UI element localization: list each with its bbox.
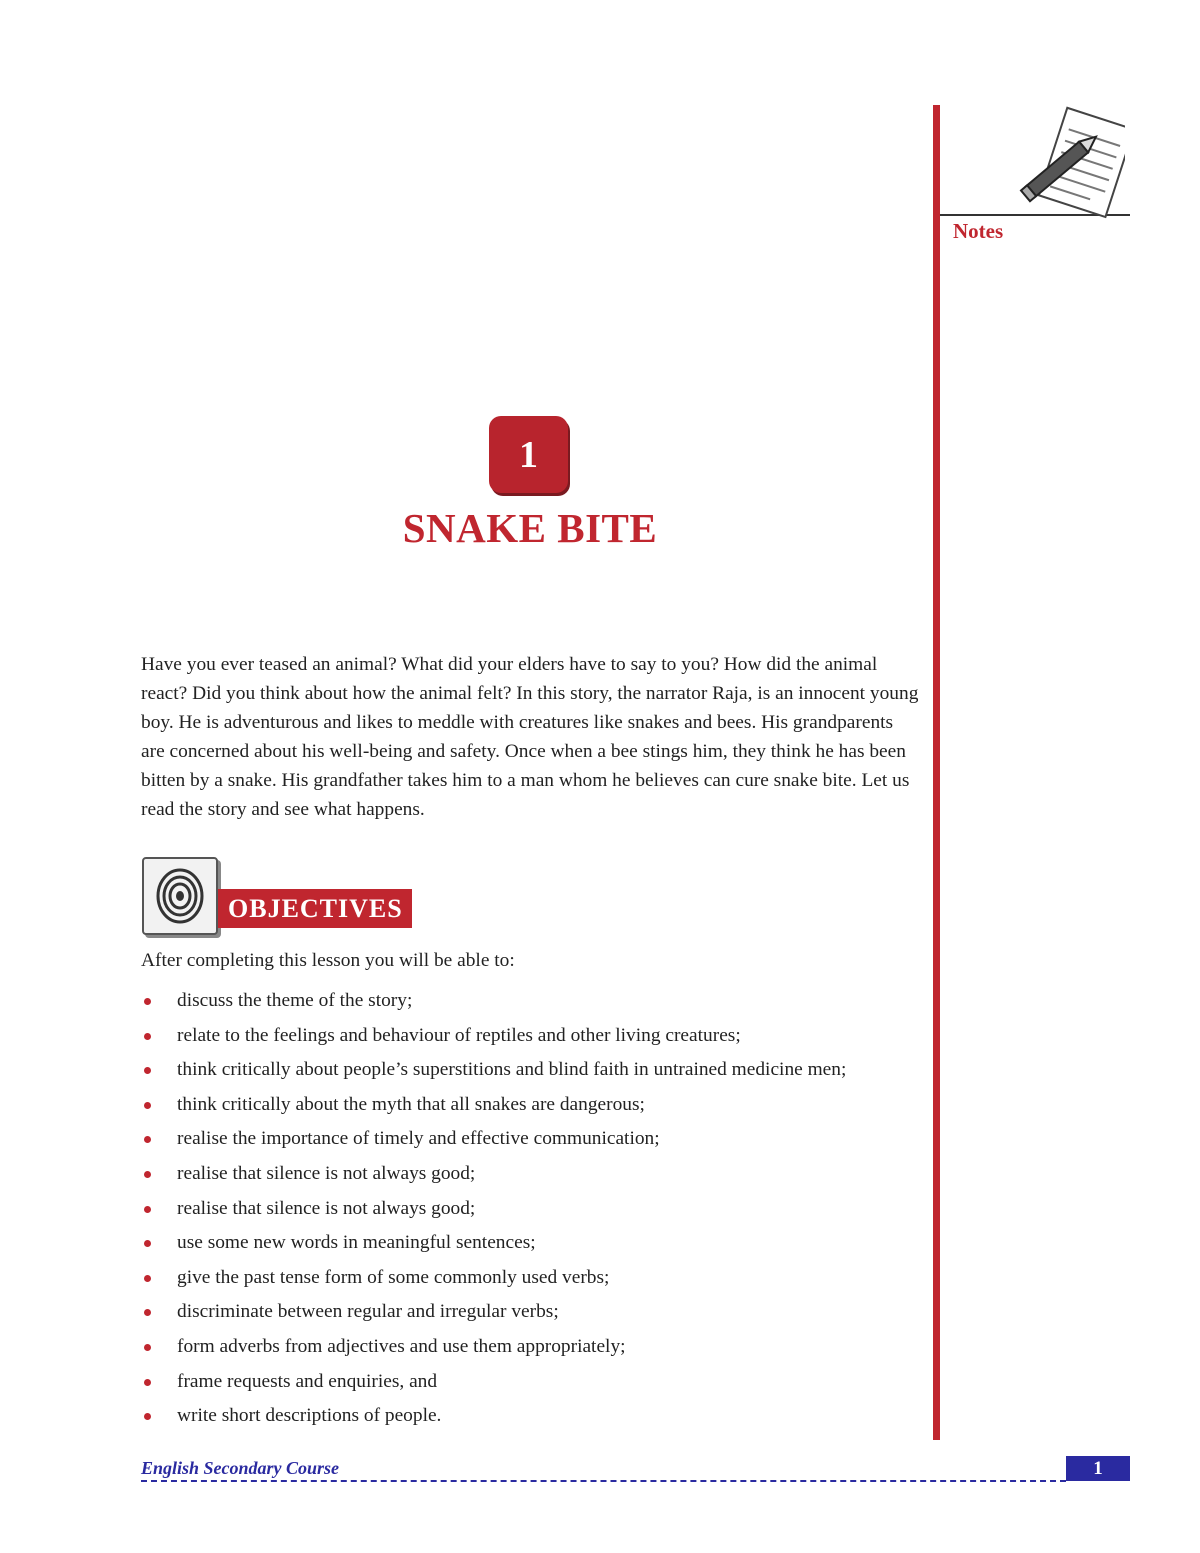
notes-label: Notes (953, 219, 1004, 243)
list-item (141, 1332, 846, 1367)
list-item-text: relate to the feelings and behaviour of reptiles and other living creatures; (177, 1024, 741, 1046)
bullet-icon (144, 1171, 151, 1178)
bullet-icon (144, 1102, 151, 1109)
bullet-icon (144, 1379, 151, 1386)
objectives-list (141, 986, 846, 1436)
bullet-icon (144, 998, 151, 1005)
chapter-title: SNAKE BITE (402, 505, 658, 551)
list-item-text: form adverbs from adjectives and use them appropriately; (177, 1335, 626, 1357)
chapter-number-badge: 1 (489, 416, 568, 493)
objectives-lead: After completing this lesson you will be able to: (141, 950, 515, 971)
footer-course-title: English Secondary Course (141, 1458, 340, 1478)
list-item-text: realise the importance of timely and effective communication; (177, 1128, 660, 1150)
list-item (141, 986, 846, 1021)
list-item-text: realise that silence is not always good; (177, 1197, 476, 1219)
footer-dashed-rule (141, 1480, 1066, 1482)
list-item (141, 1263, 846, 1298)
objectives-heading: OBJECTIVES (218, 889, 412, 928)
list-item (141, 1367, 846, 1402)
list-item (141, 1159, 846, 1194)
list-item-text: discuss the theme of the story; (177, 990, 413, 1011)
list-item (141, 1228, 846, 1263)
list-item-text: write short descriptions of people. (177, 1405, 442, 1427)
page-number: 1 (1066, 1456, 1130, 1481)
bullet-icon (144, 1309, 151, 1316)
list-item (141, 1124, 846, 1159)
list-item-text: use some new words in meaningful sentences; (177, 1232, 536, 1254)
bullet-icon (144, 1413, 151, 1420)
list-item (141, 1194, 846, 1229)
bullet-icon (144, 1067, 151, 1074)
list-item-text: frame requests and enquiries, and (177, 1370, 438, 1392)
bullet-icon (144, 1344, 151, 1351)
list-item (141, 1055, 846, 1090)
list-item (141, 1021, 846, 1056)
list-item-text: discriminate between regular and irregular verbs; (177, 1301, 559, 1323)
target-icon (142, 857, 218, 935)
list-item (141, 1401, 846, 1436)
bullet-icon (144, 1033, 151, 1040)
bullet-icon (144, 1240, 151, 1247)
list-item-text: give the past tense form of some commonly used verbs; (177, 1266, 610, 1288)
list-item-text: think critically about the myth that all snakes are dangerous; (177, 1093, 645, 1115)
bullet-icon (144, 1136, 151, 1143)
notepad-pencil-icon (1015, 105, 1125, 245)
bullet-icon (144, 1206, 151, 1213)
bullet-icon (144, 1275, 151, 1282)
list-item (141, 1090, 846, 1125)
list-item-text: realise that silence is not always good; (177, 1162, 476, 1184)
intro-paragraph: Have you ever teased an animal? What did your elders have to say to you? How did the animal react? Did you think about how the animal felt? In this story, the narrator Raja, is an innocent young boy. He is adventurous and likes to meddle with creatures like snakes and bees. His grandparents are concerned about his well-being and safety. Once when a bee stings him, they think he has been bitten by a snake. His grandfather takes him to a man whom he believes can cure snake bite. Let us read the story and see what happens. (141, 654, 919, 820)
margin-rule (933, 105, 940, 1440)
list-item (141, 1297, 846, 1332)
list-item-text: think critically about people’s superstitions and blind faith in untrained medicine men; (177, 1059, 847, 1081)
